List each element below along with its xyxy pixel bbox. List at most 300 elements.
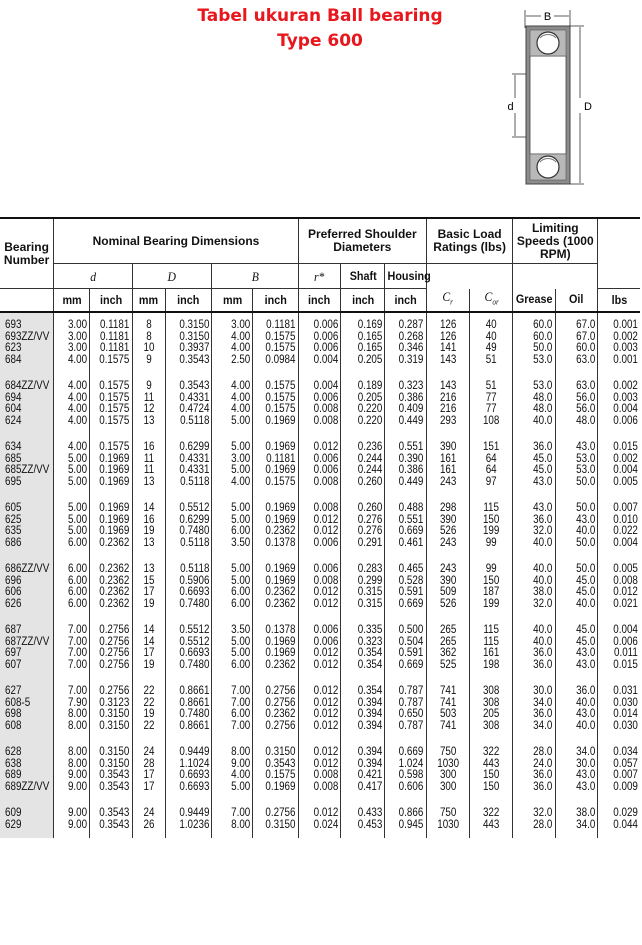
cell-value: 0.5512	[178, 500, 210, 514]
cell-value: 0.1969	[265, 412, 296, 427]
cell-value: 19	[143, 706, 155, 720]
cell-value: 265	[439, 622, 457, 636]
cell-cr	[426, 800, 469, 838]
cell-bearing-number	[0, 556, 54, 617]
cell-value: 8	[145, 328, 152, 343]
cell-value: 0.002	[613, 378, 638, 392]
cell-value: 0.461	[399, 534, 424, 549]
cell-value: 0.421	[357, 767, 383, 781]
cell-value: 509	[439, 584, 457, 598]
cell-value: 161	[483, 645, 500, 659]
cell-value: 0.1969	[265, 633, 296, 648]
table-row-group	[0, 312, 640, 373]
cell-value: 697	[5, 645, 22, 659]
cell-value: 40.0	[533, 633, 553, 648]
cell-value: 198	[483, 656, 500, 671]
cell-value: 36.0	[575, 683, 596, 697]
cell-value: 0.1575	[99, 389, 130, 404]
cell-value: 0.7480	[178, 523, 210, 537]
cell-housing-inch	[385, 312, 426, 373]
cell-value: 17	[143, 645, 155, 659]
cell-value: 0.1969	[265, 572, 296, 587]
cell-value: 8.00	[231, 744, 251, 758]
cell-grease	[513, 617, 555, 678]
cell-value: 0.6693	[178, 778, 210, 793]
cell-value: 0.220	[357, 412, 383, 427]
cell-value: 216	[439, 389, 457, 404]
cell-value: 0.3543	[99, 816, 130, 831]
cell-shaft-inch	[341, 617, 385, 678]
cell-value: 0.2756	[99, 622, 130, 636]
cell-value: 0.005	[613, 561, 638, 575]
cell-value: 607	[5, 656, 22, 671]
cell-value: 3.50	[231, 534, 251, 549]
cell-value: 0.4724	[178, 401, 210, 415]
cell-d-inch	[90, 434, 132, 495]
cell-b-inch	[253, 373, 298, 434]
cell-value: 0.029	[613, 805, 638, 819]
cell-value: 0.4331	[178, 462, 210, 476]
cell-r-inch	[298, 800, 340, 838]
cell-value: 40	[485, 328, 497, 343]
cell-b-mm	[212, 373, 253, 434]
cell-value: 0.1181	[266, 317, 296, 331]
cell-value: 0.417	[357, 778, 383, 793]
header-b-mm: mm	[214, 289, 251, 313]
cell-value: 0.205	[357, 389, 383, 404]
cell-value: 45.0	[575, 622, 596, 636]
cell-value: 63.0	[575, 378, 596, 392]
cell-d-inch	[90, 800, 132, 838]
cell-value: 4.00	[231, 767, 251, 781]
cell-value: 265	[439, 633, 457, 648]
cell-value: 0.6693	[178, 767, 210, 781]
cell-value: 0.591	[399, 645, 424, 659]
cell-d-inch	[90, 678, 132, 739]
cell-value: 4.00	[68, 401, 88, 415]
cell-d-mm	[54, 312, 90, 373]
cell-value: 0.2756	[265, 683, 296, 697]
cell-value: 0.1575	[265, 328, 296, 343]
cell-value: 7.00	[68, 656, 88, 671]
cell-value: 5.00	[68, 500, 88, 514]
cell-value: 11	[143, 389, 154, 404]
cell-value: 216	[439, 401, 457, 415]
cell-value: 36.0	[533, 778, 553, 793]
cell-cor	[470, 495, 513, 556]
cell-value: 741	[439, 717, 457, 732]
cell-housing-inch	[385, 495, 426, 556]
cell-value: 0.2756	[99, 645, 130, 659]
cell-value: 0.291	[357, 534, 383, 549]
cell-value: 0.012	[313, 439, 339, 453]
cell-value: 9.00	[68, 805, 88, 819]
cell-value: 48.0	[533, 401, 553, 415]
cell-value: 0.015	[613, 656, 638, 671]
cell-cr	[426, 556, 469, 617]
cell-value: 0.276	[357, 511, 383, 526]
cell-dd-mm	[132, 312, 165, 373]
cell-housing-inch	[385, 617, 426, 678]
cell-value: 0.1969	[99, 500, 130, 514]
header-grease: Grease	[515, 289, 553, 313]
cell-dd-inch	[165, 495, 211, 556]
cell-value: 0.3150	[265, 744, 296, 758]
cell-dd-mm	[132, 800, 165, 838]
cell-value: 0.002	[613, 450, 638, 465]
cell-value: 0.9449	[178, 744, 210, 758]
cell-value: 36.0	[533, 645, 553, 659]
cell-value: 0.012	[313, 656, 339, 671]
cell-value: 0.386	[399, 462, 424, 476]
cell-bearing-number	[0, 312, 54, 373]
cell-value: 0.034	[613, 744, 638, 758]
cell-value: 4.00	[231, 473, 251, 488]
cell-value: 9	[145, 378, 152, 392]
cell-value: 0.3543	[178, 378, 210, 392]
cell-value: 0.1969	[265, 439, 296, 453]
cell-d-mm	[54, 495, 90, 556]
cell-value: 115	[483, 622, 500, 636]
cell-value: 50.0	[575, 500, 596, 514]
cell-shaft-inch	[341, 739, 385, 800]
cell-value: 0.500	[399, 622, 424, 636]
cell-value: 695	[5, 473, 22, 488]
cell-value: 17	[143, 584, 155, 598]
cell-dd-inch	[165, 312, 211, 373]
header-number-spacer	[3, 289, 51, 313]
cell-grease	[513, 739, 555, 800]
cell-d-mm	[54, 373, 90, 434]
cell-value: 0.260	[357, 500, 383, 514]
d-large-label: D	[584, 101, 592, 113]
cell-value: 8.00	[68, 744, 88, 758]
cell-value: 0.1575	[265, 340, 296, 354]
cell-value: 0.001	[613, 351, 638, 366]
cell-value: 143	[439, 351, 457, 366]
cell-value: 4.00	[231, 328, 251, 343]
cell-value: 22	[143, 717, 155, 732]
cell-value: 0.787	[399, 683, 424, 697]
cell-value: 14	[143, 500, 155, 514]
cell-value: 0.354	[357, 656, 383, 671]
header-cr: $C_r$	[428, 289, 467, 313]
cell-r-inch	[298, 678, 340, 739]
cell-value: 0.1969	[99, 473, 130, 488]
cell-value: 143	[439, 378, 457, 392]
header-oil: Oil	[557, 289, 595, 313]
cell-dd-inch	[165, 617, 211, 678]
header-dd-mm: mm	[134, 289, 164, 313]
header-weight-blank	[600, 218, 638, 289]
cell-value: 14	[143, 633, 155, 648]
cell-value: 0.2362	[265, 523, 296, 537]
cell-value: 126	[439, 317, 457, 331]
cell-value: 300	[439, 767, 457, 781]
cell-value: 36.0	[533, 656, 553, 671]
cell-value: 0.3150	[99, 706, 130, 720]
cell-value: 0.189	[357, 378, 383, 392]
cell-value: 0.006	[313, 317, 339, 331]
cell-oil	[555, 312, 597, 373]
cell-value: 687ZZ/VV	[5, 633, 50, 648]
cell-d-mm	[54, 617, 90, 678]
cell-dd-inch	[165, 678, 211, 739]
cell-value: 0.1575	[265, 378, 296, 392]
cell-value: 684	[5, 351, 22, 366]
cell-value: 67.0	[575, 328, 596, 343]
cell-value: 56.0	[575, 401, 596, 415]
cell-value: 0.299	[357, 572, 383, 587]
cell-value: 1.024	[399, 755, 424, 770]
cell-value: 2.50	[231, 351, 251, 366]
cell-value: 0.3123	[99, 694, 130, 709]
cell-value: 0.1575	[99, 439, 130, 453]
cell-value: 0.551	[399, 439, 424, 453]
cell-value: 13	[143, 534, 155, 549]
cell-value: 6.00	[68, 584, 88, 598]
cell-value: 0.465	[399, 561, 424, 575]
cell-value: 0.2362	[265, 595, 296, 610]
cell-value: 38.0	[533, 584, 553, 598]
cell-value: 0.244	[357, 462, 383, 476]
cell-value: 36.0	[533, 511, 553, 526]
cell-value: 43.0	[575, 511, 596, 526]
cell-value: 0.236	[357, 439, 383, 453]
cell-dd-inch	[165, 373, 211, 434]
cell-b-inch	[253, 312, 298, 373]
cell-dd-inch	[165, 556, 211, 617]
cell-housing-inch	[385, 373, 426, 434]
cell-value: 0.1181	[100, 340, 130, 354]
cell-value: 4.00	[231, 389, 251, 404]
cell-lbs	[598, 312, 640, 373]
cell-value: 685ZZ/VV	[5, 462, 50, 476]
cell-value: 5.00	[68, 511, 88, 526]
page-title	[150, 4, 490, 54]
cell-value: 0.031	[613, 683, 638, 697]
cell-value: 0.0984	[265, 351, 296, 366]
cell-b-inch	[253, 739, 298, 800]
cell-value: 99	[485, 534, 497, 549]
cell-value: 32.0	[533, 523, 553, 537]
cell-value: 0.244	[357, 450, 383, 465]
cell-housing-inch	[385, 800, 426, 838]
cell-value: 525	[439, 656, 457, 671]
cell-b-inch	[253, 678, 298, 739]
cell-value: 0.006	[313, 561, 339, 575]
cell-value: 5.00	[231, 572, 251, 587]
cell-value: 0.449	[399, 412, 424, 427]
cell-value: 0.012	[313, 755, 339, 770]
header-b-inch: inch	[255, 289, 296, 313]
cell-value: 4.00	[231, 401, 251, 415]
cell-housing-inch	[385, 556, 426, 617]
cell-cor	[470, 739, 513, 800]
cell-value: 750	[439, 744, 457, 758]
cell-value: 45.0	[533, 450, 553, 465]
cell-value: 0.057	[613, 755, 638, 770]
cell-value: 0.260	[357, 473, 383, 488]
cell-value: 635	[5, 523, 22, 537]
cell-dd-inch	[165, 739, 211, 800]
cell-value: 0.008	[313, 572, 339, 587]
header-load-ratings: Basic Load Ratings (lbs)	[426, 218, 513, 264]
cell-value: 8	[145, 317, 152, 331]
cell-value: 0.6299	[178, 511, 210, 526]
cell-r-inch	[298, 617, 340, 678]
cell-bearing-number	[0, 373, 54, 434]
cell-value: 624	[5, 412, 22, 427]
cell-value: 0.4331	[178, 389, 210, 404]
cell-value: 0.1575	[99, 378, 130, 392]
table-row-group	[0, 617, 640, 678]
table-row-group	[0, 739, 640, 800]
cell-value: 0.012	[313, 645, 339, 659]
cell-value: 43.0	[575, 645, 596, 659]
cell-oil	[555, 739, 597, 800]
cell-cr	[426, 495, 469, 556]
cell-value: 243	[439, 534, 457, 549]
header-shoulder-diameters: Preferred Shoulder Diameters	[298, 218, 426, 264]
cell-value: 3.00	[231, 317, 251, 331]
cell-cr	[426, 739, 469, 800]
cell-value: 0.2362	[99, 561, 130, 575]
cell-shaft-inch	[341, 373, 385, 434]
header-d-large: D	[136, 264, 208, 289]
cell-value: 298	[439, 500, 457, 514]
cell-b-mm	[212, 800, 253, 838]
cell-value: 741	[439, 683, 457, 697]
cell-value: 0.319	[399, 351, 424, 366]
cell-b-mm	[212, 678, 253, 739]
cell-value: 0.5118	[179, 412, 210, 427]
cell-value: 43.0	[575, 767, 596, 781]
cell-shaft-inch	[341, 800, 385, 838]
cell-value: 50.0	[575, 473, 596, 488]
cell-value: 49	[485, 340, 497, 354]
cell-value: 7.00	[68, 622, 88, 636]
cell-value: 115	[483, 633, 500, 648]
cell-oil	[555, 678, 597, 739]
cell-value: 0.004	[613, 534, 638, 549]
cell-value: 77	[485, 389, 497, 404]
cell-value: 0.5118	[179, 561, 210, 575]
cell-value: 7.00	[68, 645, 88, 659]
cell-value: 605	[5, 500, 22, 514]
cell-value: 0.591	[399, 584, 424, 598]
cell-value: 0.007	[613, 767, 638, 781]
cell-value: 5.00	[231, 439, 251, 453]
cell-value: 43.0	[575, 656, 596, 671]
cell-value: 3.00	[68, 328, 88, 343]
cell-value: 604	[5, 401, 22, 415]
cell-value: 4.00	[68, 351, 88, 366]
cell-value: 4.00	[231, 340, 251, 354]
cell-value: 40.0	[533, 534, 553, 549]
cell-cr	[426, 434, 469, 495]
cell-value: 28	[143, 755, 155, 770]
cell-value: 0.1181	[100, 317, 130, 331]
cell-value: 40.0	[575, 717, 596, 732]
header-housing-inch: inch	[387, 289, 424, 313]
cell-b-inch	[253, 556, 298, 617]
title-line-1: Tabel ukuran Ball bearing	[197, 6, 443, 26]
cell-value: 7.90	[68, 694, 88, 709]
header-d-mm: mm	[55, 289, 87, 313]
cell-value: 0.1181	[100, 328, 130, 343]
cell-d-mm	[54, 556, 90, 617]
cell-value: 0.394	[357, 755, 383, 770]
cell-value: 0.006	[313, 340, 339, 354]
cell-value: 693	[5, 317, 22, 331]
cell-value: 151	[483, 439, 500, 453]
cell-value: 5.00	[231, 412, 251, 427]
cell-value: 0.008	[613, 572, 638, 587]
cell-value: 0.1969	[265, 500, 296, 514]
cell-value: 60.0	[533, 317, 553, 331]
cell-cr	[426, 617, 469, 678]
header-lbs: lbs	[600, 289, 638, 313]
cell-value: 17	[143, 778, 155, 793]
header-d-inch: inch	[92, 289, 130, 313]
cell-shaft-inch	[341, 556, 385, 617]
cell-value: 51	[485, 378, 497, 392]
cell-value: 43.0	[533, 473, 553, 488]
cell-value: 40.0	[533, 572, 553, 587]
cell-value: 4.00	[68, 378, 88, 392]
cell-value: 13	[143, 412, 155, 427]
cell-value: 638	[5, 755, 22, 770]
cell-value: 0.7480	[178, 656, 210, 671]
cell-value: 0.945	[399, 816, 424, 831]
cell-cr	[426, 312, 469, 373]
cell-shaft-inch	[341, 434, 385, 495]
cell-value: 0.283	[357, 561, 383, 575]
cell-value: 0.650	[399, 706, 424, 720]
cell-value: 0.012	[313, 523, 339, 537]
cell-value: 693ZZ/VV	[5, 328, 50, 343]
cell-value: 32.0	[533, 595, 553, 610]
cell-d-inch	[90, 495, 132, 556]
cell-value: 199	[483, 595, 500, 610]
cell-value: 5.00	[68, 473, 88, 488]
cell-d-inch	[90, 373, 132, 434]
cell-value: 0.6693	[178, 584, 210, 598]
cell-value: 322	[483, 805, 500, 819]
cell-value: 0.3150	[265, 816, 296, 831]
cell-value: 30.0	[575, 755, 596, 770]
cell-dd-inch	[165, 800, 211, 838]
cell-value: 0.3937	[178, 340, 210, 354]
cell-value: 0.1181	[266, 450, 296, 465]
cell-grease	[513, 678, 555, 739]
cell-value: 0.3150	[99, 717, 130, 732]
cell-value: 0.001	[613, 317, 638, 331]
cell-value: 0.1969	[99, 523, 130, 537]
cell-grease	[513, 434, 555, 495]
cell-value: 38.0	[575, 805, 596, 819]
cell-lbs	[598, 434, 640, 495]
cell-value: 6.00	[68, 595, 88, 610]
cell-value: 0.504	[399, 633, 424, 648]
cell-b-inch	[253, 800, 298, 838]
cell-lbs	[598, 495, 640, 556]
cell-value: 14	[143, 622, 155, 636]
cell-value: 9	[145, 351, 152, 366]
cell-value: 0.4331	[178, 450, 210, 465]
cell-value: 19	[143, 595, 155, 610]
